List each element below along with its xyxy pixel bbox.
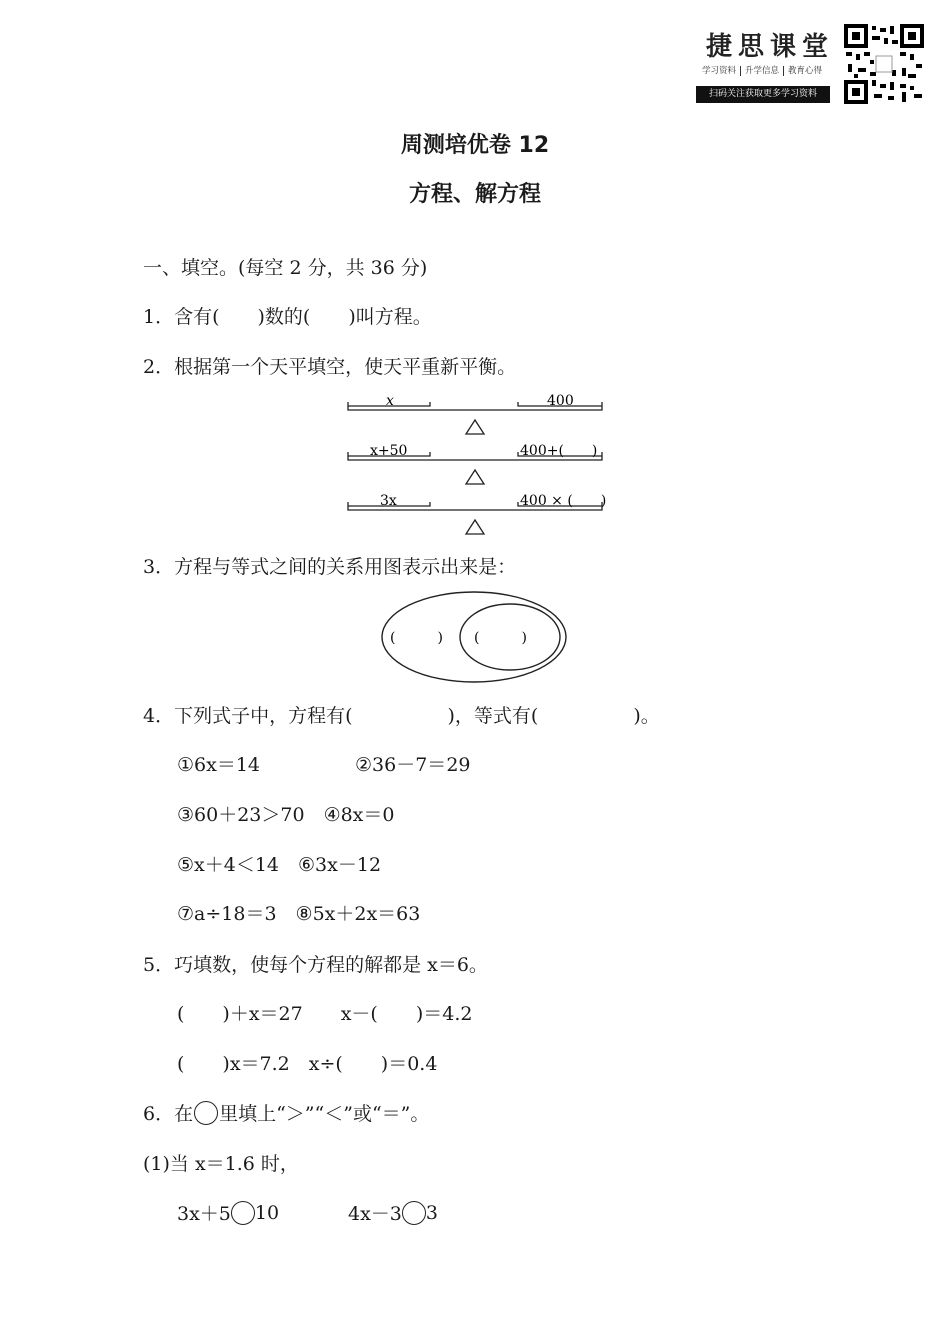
q6-item-expr: 3x＋5 [177,1203,231,1225]
venn-diagram [378,588,570,686]
question-1: 1．含有( )数的( )叫方程。 [143,306,432,328]
brand-tag: 教育心得 [788,66,823,76]
balance-1-left: x [386,393,394,409]
q4-row-4: ⑦a÷18＝3 ⑧5x＋2x＝63 [177,903,421,925]
question-5: 5．巧填数，使每个方程的解都是 x＝6。 [143,954,488,976]
balance-3-left: 3x [380,493,397,509]
q4-row-3: ⑤x＋4＜14 ⑥3x－12 [177,854,382,876]
q6-prefix: 6．在 [143,1103,194,1125]
balance-3-right: 400 × ( ) [520,493,607,509]
q6-item-rhs: 10 [254,1201,280,1224]
venn-inner-label: ( ) [474,630,527,646]
qr-code-icon[interactable] [844,24,924,104]
q6-item-expr: 4x－3 [348,1203,402,1225]
brand-bar: 扫码关注获取更多学习资料 [696,86,830,103]
balance-1-right: 400 [547,393,574,409]
q6-item-2 [348,1199,438,1226]
question-6 [143,1099,429,1126]
answer-circle[interactable] [402,1201,426,1225]
page-subtitle: 方程、解方程 [408,182,541,207]
page-title: 周测培优卷 12 [400,133,550,158]
brand-name: 捷思课堂 [706,32,835,62]
venn-outer-label: ( ) [390,630,443,646]
question-4: 4．下列式子中，方程有( )，等式有( )。 [143,705,660,727]
q6-suffix: 里填上“＞”“＜”或“＝”。 [219,1103,430,1125]
balance-diagrams [340,388,610,540]
brand-tag: 升学信息 [741,66,784,76]
q6-sub-1: (1)当 x＝1.6 时， [143,1153,299,1175]
q4-row-1: ①6x＝14 ②36－7＝29 [177,754,471,776]
question-3: 3．方程与等式之间的关系用图表示出来是： [143,556,517,578]
brand-tag: 学习资料 [698,66,741,76]
balance-2-left: x+50 [370,443,408,459]
question-2: 2．根据第一个天平填空，使天平重新平衡。 [143,356,517,378]
answer-circle[interactable] [231,1201,255,1225]
circle-blank-icon [194,1101,218,1125]
section-heading: 一、填空。(每空 2 分，共 36 分) [143,257,428,279]
q4-row-2: ③60＋23＞70 ④8x＝0 [177,804,395,826]
brand-tags [698,64,826,76]
q5-row-2: ( )x＝7.2 x÷( )＝0.4 [177,1053,438,1075]
q6-item-rhs: 3 [425,1201,438,1224]
q6-item-1 [177,1199,279,1226]
balance-2-right: 400+( ) [520,443,598,459]
q5-row-1: ( )＋x＝27 x－( )＝4.2 [177,1003,473,1025]
